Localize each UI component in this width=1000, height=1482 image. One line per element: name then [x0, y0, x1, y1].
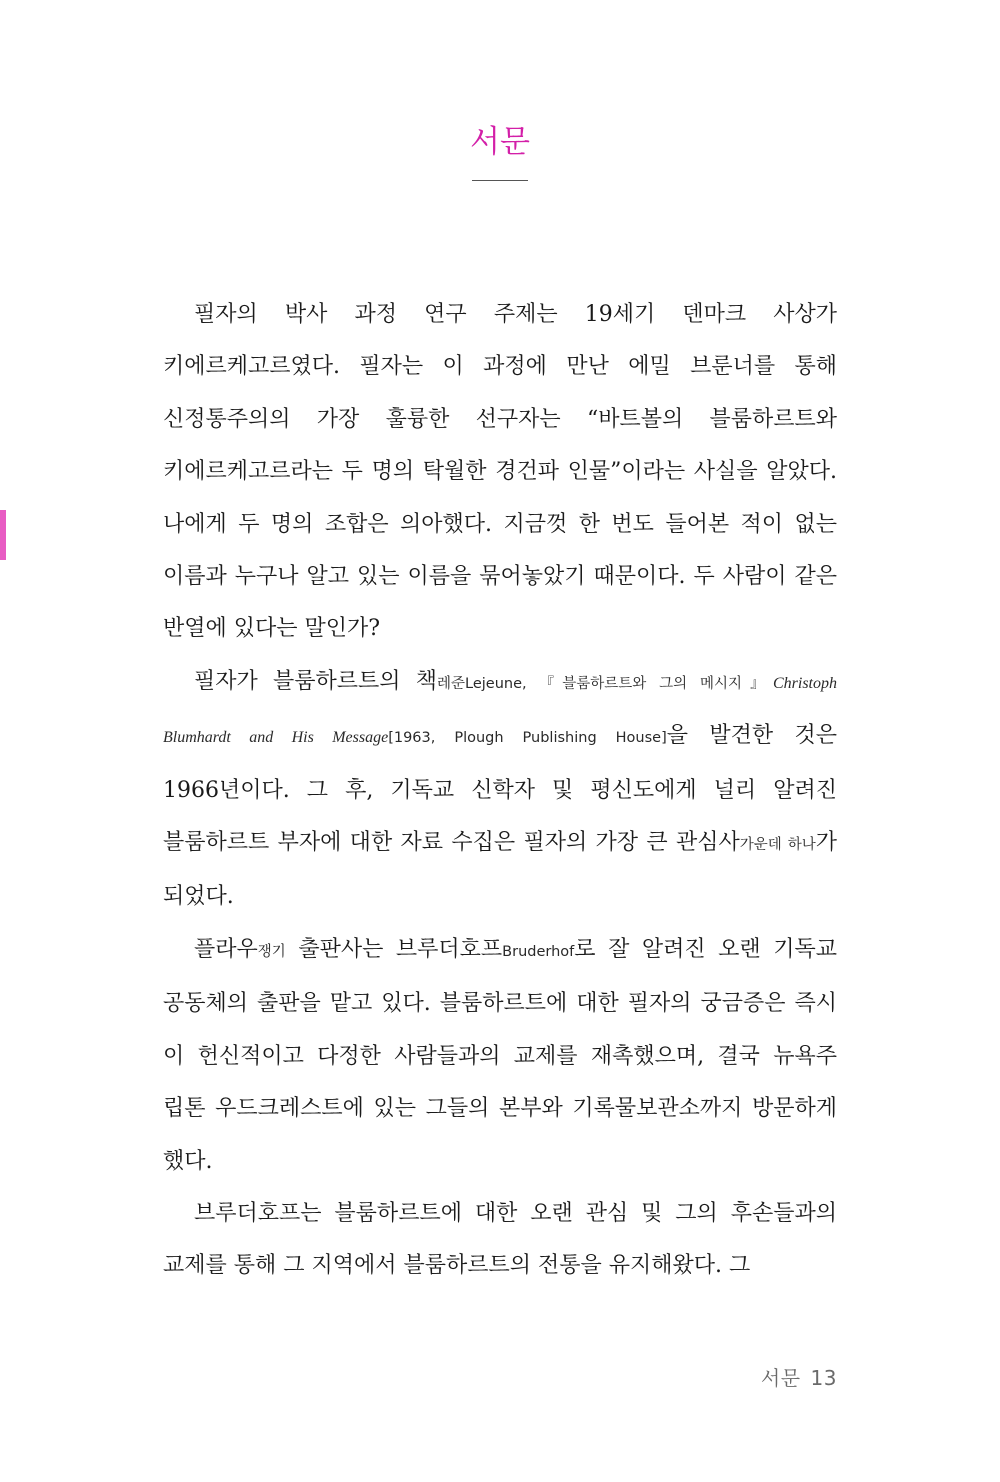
- paragraph-3: [163, 924, 837, 1188]
- title-divider: [472, 180, 528, 181]
- inline-note-gloss: 쟁기: [257, 943, 286, 960]
- chapter-title: 서문: [470, 124, 530, 160]
- citation-publisher: [1963, Plough Publishing House]: [388, 730, 667, 747]
- body-text: [163, 289, 837, 1293]
- paragraph-3-text-mid: 출판사는 브루더호프: [285, 936, 503, 962]
- inline-note-gloss: 가운데 하나: [739, 837, 816, 854]
- page-footer: [761, 1362, 837, 1391]
- paragraph-3-text-cont: 로 잘 알려진 오랜 기독교 공동체의 출판을 맡고 있다. 블룸하르트에 대한 필자의 궁금증은 즉시 이 헌신적이고 다정한 사람들과의 교제를 재촉했으며, 결국 뉴욕주 립톤 우드크레스트에 있는 그들의 본부와 기록물보관소까지 방문하게 했다.: [163, 936, 837, 1174]
- inline-note-original-term: Bruderhof: [502, 943, 575, 960]
- paragraph-4: 브루더호프는 블룸하르트에 대한 오랜 관심 및 그의 후손들과의 교제를 통해 그 지역에서 블룸하르트의 전통을 유지해왔다. 그: [163, 1200, 837, 1279]
- running-head: 서문: [760, 1366, 801, 1390]
- paragraph-2-text: 필자가 블룸하르트의 책: [194, 668, 437, 694]
- citation-english-title: Christoph Blumhardt and His Message: [163, 674, 837, 747]
- paragraph-2-text-end: 가 되었다.: [163, 830, 837, 910]
- chapter-edge-marker: [0, 510, 6, 560]
- citation-author-title: 레준Lejeune, 『블룸하르트와 그의 메시지』: [437, 675, 773, 692]
- paragraph-3-text: 플라우: [194, 936, 258, 962]
- paragraph-1: 필자의 박사 과정 연구 주제는 19세기 덴마크 사상가 키에르케고르였다. 필자는 이 과정에 만난 에밀 브룬너를 통해 신정통주의의 가장 훌륭한 선구자는 “바트볼의 블룸하르트와 키에르케고르라는 두 명의 탁월한 경건파 인물”이라는 사실을 알았다. 나에게 두 명의 조합은 의아했다. 지금껏 한 번도 들어본 적이 없는 이름과 누구나 알고 있는 이름을 묶어놓았기 때문이다. 두 사람이 같은 반열에 있다는 말인가?: [163, 302, 837, 642]
- paragraph-2: [163, 656, 837, 924]
- paragraph-2-text-cont: 을 발견한 것은 1966년이다. 그 후, 기독교 신학자 및 평신도에게 널리 알려진 블룸하르트 부자에 대한 자료 수집은 필자의 가장 큰 관심사: [163, 723, 837, 856]
- page-number: 13: [810, 1366, 837, 1390]
